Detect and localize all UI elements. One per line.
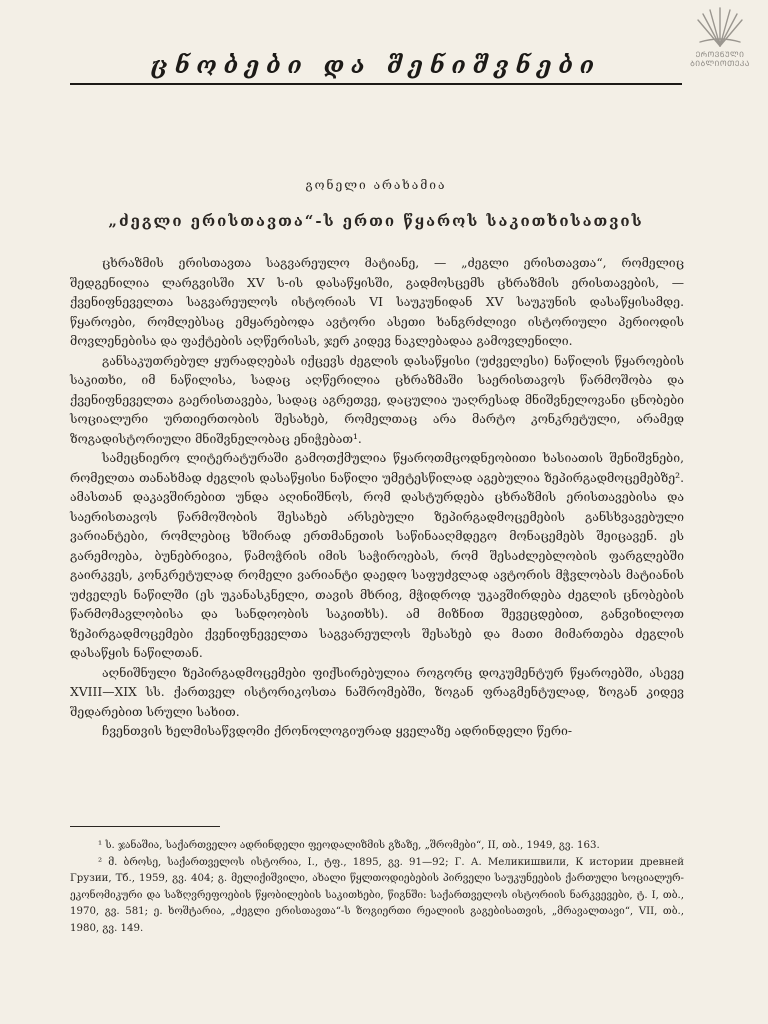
paragraph: სამეცნიერო ლიტერატურაში გამოთქმულია წყაროთმცოდნეობითი ხასიათის შენიშვნები, რომელთა თანახმად ძეგლის დასაწყისი ნაწილი უმეტესწილად აგებულია ზეპირგადმოცემებზე². ამასთან დაკავშირებით უნდა აღინიშნოს, რომ დასტურდება ცხრაზმის ერისთავებისა და საერისთავოს წარმოშობის შესახებ არსებული ზეპირგადმოცემების განსხვავებული ვარიანტები, რომლებიც ხშირად ერთმანეთის საწინააღმდეგო მონაცემებს შეიცავენ. ეს გარემოება, ბუნებრივია, წამოჭრის იმის საჭიროებას, რომ შესაძლებლობის ფარგლებში გაირკვეს, კონკრეტულად რომელი ვარიანტი დაედო საფუძვლად ავტორის მჭვლობას მატიანის უძველეს ნაწილში (ეს უკანასკნელი, თავის მხრივ, მჭიდროდ უკავშირდება ძეგლის ცნობების წარმომავლობისა და სანდოობის საკითხს). ამ მიზნით შევეცდებით, განვიხილოთ ზეპირგადმოცემები ქვენიფნეველთა საგვარეულოს შესახებ და მათი მიმართება ძეგლის დასაწყის ნაწილთან.: [70, 451, 684, 660]
article-title: „ძეგლი ერისთავთა“-ს ერთი წყაროს საკითხისათვის: [108, 212, 644, 230]
paragraph: ცხრაზმის ერისთავთა საგვარეულო მატიანე, — „ძეგლი ერისთავთა“, რომელიც შედგენილია ლარგვისში XV ს-ის დასაწყისში, გადმოსცემს ცხრაზმის ერისთავების, — ქვენიფნეველთა საგვარეულოს ისტორიას VI საუკუნიდან XV საუკუნის დასაწყისამდე. წყაროები, რომლებსაც ემყარებოდა ავტორი ასეთი ხანგრძლივი ისტორიული პერიოდის მოვლენებისა და ფაქტების აღწერისას, ჯერ კიდევ ნაკლებადაა გამოვლენილი.: [70, 256, 684, 348]
library-logo-text: ᲔᲠᲝᲕᲜᲣᲚᲘ ᲑᲘᲑᲚᲘᲝᲗᲔᲙᲐ: [690, 50, 750, 68]
article-body: [70, 254, 684, 742]
paragraph: ჩვენთვის ხელმისაწვდომი ქრონოლოგიურად ყველაზე ადრინდელი წერი-: [102, 724, 572, 738]
footnote-divider: [70, 826, 220, 827]
fan-leaf-icon: [692, 6, 748, 50]
library-logo: [676, 6, 764, 72]
section-title: ცნობები და შენიშვნები: [151, 52, 601, 79]
header-divider: [70, 83, 682, 85]
paragraph: აღნიშნული ზეპირგადმოცემები ფიქსირებულია როგორც დოკუმენტურ წყაროებში, ასევე XVIII—XIX სს. ქართველ ისტორიკოსთა ნაშრომებში, ზოგან ფრაგმენტულად, ზოგან კიდევ შედარებით სრული სახით.: [70, 665, 684, 719]
paragraph: განსაკუთრებულ ყურადღებას იქცევს ძეგლის დასაწყისი (უძველესი) ნაწილის წყაროების საკითხი, იმ ნაწილისა, სადაც აღწერილია ცხრაზმაში საერისთავოს წარმოშობა და ქვენიფნეველთა გაერისთავება, სადაც აგრეთვე, დაცულია უაღრესად მნიშვნელოვანი ცნობები სოციალური ურთიერთობის შესახებ, რომელთაც არა მარტო კონკრეტული, არამედ ზოგადისტორიული მნიშვნელობაც ენიჭებათ¹.: [70, 353, 684, 446]
footnotes: [70, 838, 684, 937]
footnote: ¹ ს. ჯანაშია, საქართველო ადრინდელი ფეოდალიზმის გზაზე, „შრომები“, II, თბ., 1949, გვ. 163.: [98, 840, 600, 851]
article-author: გონელი არახამია: [305, 178, 447, 192]
footnote: ² მ. ბროსე, საქართველოს ისტორია, I., ტფ., 1895, გვ. 91—92; Г. А. Меликишвили, К истории древней Грузии, Тб., 1959, გვ. 404; გ. მელიქიშვილი, ახალი წყლთოდიებების პირველი საუკუნეების ქართული სოციალურ-ეკონომიკური და საზღვრეფოების წყობილების საკითხები, წიგნში: საქართველოს ისტორიის ნარკვევები, ტ. I, თბ., 1970, გვ. 581; ე. ხოშტარია, „ძეგლი ერისთავთა“-ს ზოგიერთი რეალიის გაგებისათვის, „მრავალთავი“, VII, თბ., 1980, გვ. 149.: [70, 856, 684, 934]
